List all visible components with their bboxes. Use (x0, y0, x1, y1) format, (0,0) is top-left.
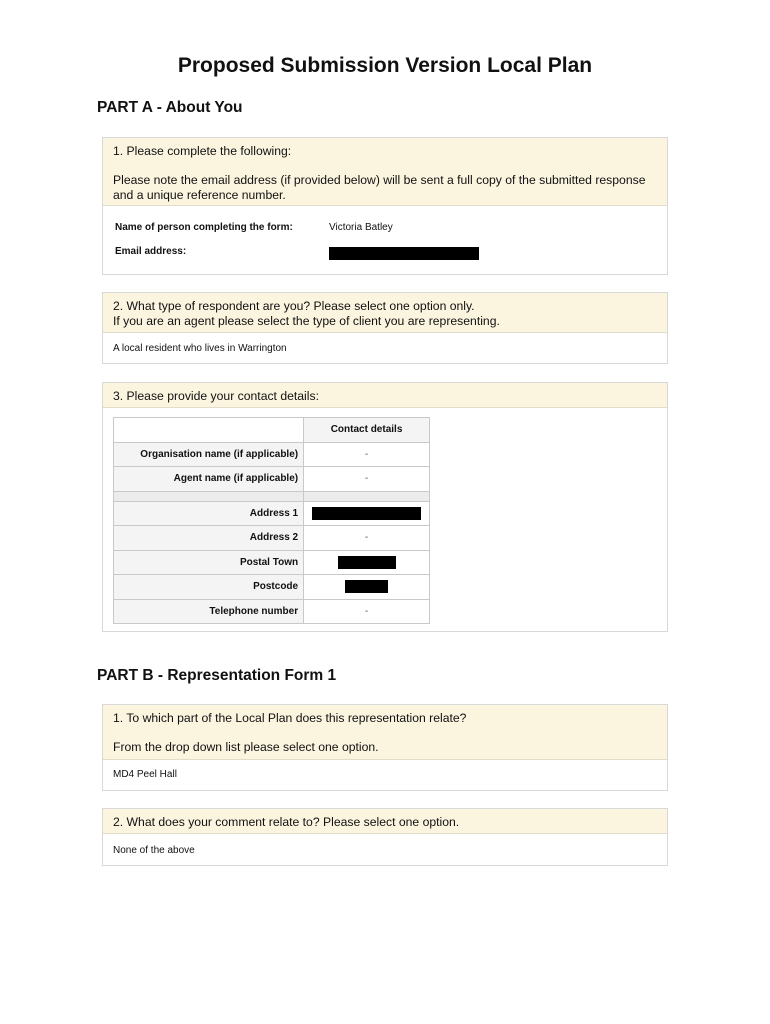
telephone-label: Telephone number (114, 599, 304, 624)
organisation-label: Organisation name (if applicable) (114, 442, 304, 467)
address-1-redaction (312, 507, 421, 520)
question-2-text: 2. What type of respondent are you? Please select one option only. (113, 299, 475, 313)
part-b-question-2-header (103, 809, 667, 834)
question-3-text: 3. Please provide your contact details: (113, 389, 319, 403)
table-row (114, 501, 430, 526)
question-2-box (102, 292, 668, 364)
address-1-value (304, 501, 430, 526)
table-row (114, 526, 430, 551)
table-row (114, 550, 430, 575)
question-1-box (102, 137, 668, 275)
postcode-label: Postcode (114, 575, 304, 600)
address-1-label: Address 1 (114, 501, 304, 526)
question-2-note: If you are an agent please select the type of client you are representing. (113, 314, 500, 328)
table-row (114, 575, 430, 600)
spacer-cell (114, 491, 304, 501)
table-spacer-row (114, 491, 430, 501)
part-b-question-2-answer: None of the above (113, 845, 195, 856)
table-header-row (114, 418, 430, 443)
address-2-value: - (304, 526, 430, 551)
contact-details-header: Contact details (304, 418, 430, 443)
question-3-box (102, 382, 668, 632)
question-2-answer: A local resident who lives in Warrington (113, 343, 287, 354)
part-b-question-2-text: 2. What does your comment relate to? Please select one option. (113, 815, 460, 829)
postal-town-value (304, 550, 430, 575)
question-2-header (103, 293, 667, 333)
part-b-question-1-note: From the drop down list please select one option. (113, 740, 379, 754)
postcode-value (304, 575, 430, 600)
part-b-question-1-box (102, 704, 668, 791)
part-b-question-1-answer: MD4 Peel Hall (113, 769, 177, 780)
question-1-note: Please note the email address (if provided below) will be sent a full copy of the submitted response and a unique reference number. (113, 173, 646, 202)
agent-label: Agent name (if applicable) (114, 467, 304, 492)
telephone-value: - (304, 599, 430, 624)
question-1-text: 1. Please complete the following: (113, 144, 292, 158)
part-b-question-1-text: 1. To which part of the Local Plan does this representation relate? (113, 711, 467, 725)
part-b-question-1-header (103, 705, 667, 760)
table-row (114, 467, 430, 492)
table-row (114, 599, 430, 624)
organisation-value: - (304, 442, 430, 467)
document-title: Proposed Submission Version Local Plan (177, 54, 593, 77)
spacer-cell (304, 491, 430, 501)
postal-town-label: Postal Town (114, 550, 304, 575)
part-a-heading: PART A - About You (97, 99, 243, 116)
postcode-redaction (345, 580, 388, 593)
table-row (114, 442, 430, 467)
question-1-header (103, 138, 667, 206)
question-3-header (103, 383, 667, 408)
table-header-blank (114, 418, 304, 443)
email-redaction (329, 247, 479, 260)
email-label: Email address: (115, 246, 187, 257)
part-b-heading: PART B - Representation Form 1 (97, 667, 337, 684)
name-value: Victoria Batley (329, 222, 393, 233)
name-label: Name of person completing the form: (115, 222, 293, 233)
address-2-label: Address 2 (114, 526, 304, 551)
agent-value: - (304, 467, 430, 492)
postal-town-redaction (338, 556, 396, 569)
contact-details-table (113, 417, 430, 624)
part-b-question-2-box (102, 808, 668, 866)
